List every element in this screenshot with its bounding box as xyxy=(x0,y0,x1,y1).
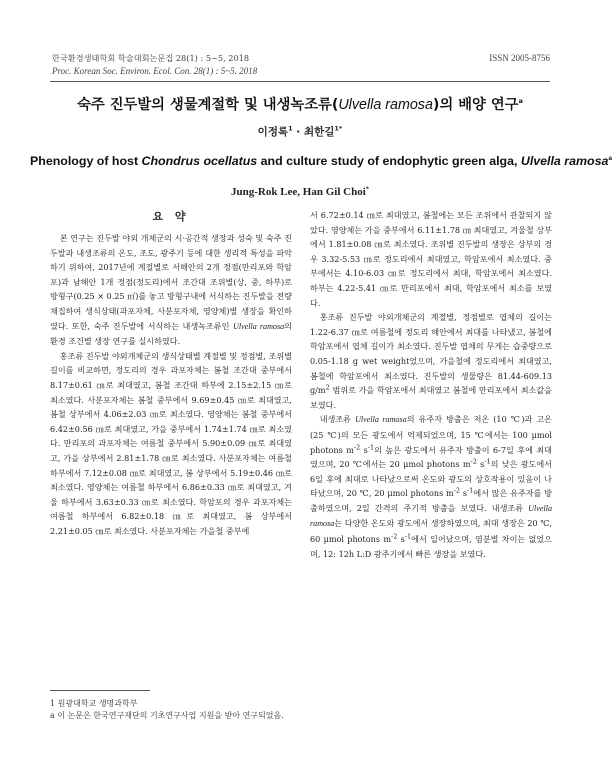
header-rule xyxy=(50,81,550,82)
abstract-paragraph-2-continued: 서 6.72±0.14 ㎝로 최대였고, 봄철에는 모든 조위에서 관찰되지 않았다. 영양체는 가을 중부에서 6.11±1.78 ㎝ 최대였고, 겨울철 상부에서 1.81±0.08 ㎝로 최소였다. 조위별 진두발의 생장은 상부의 경우 3.32-5.53 ㎝로 정도리에서 최대였고, 학암포에서 최소였다. 중부에서는 4.10-6.03 ㎝로 정도리에서 최대, 학암포에서 최소였다. 하부는 4.22-5.41 ㎝로 만리포에서 최대, 학암포에서 최소를 보였다. xyxy=(310,210,552,308)
abstract-paragraph-4: 내생조류 Ulvella ramosa의 유주자 방출은 저온 (10 ℃)과 고온 (25 ℃)의 모든 광도에서 억제되었으며, 15 ℃에서는 100 μmol photons $m^{-2}$ $s^{-1}$의 높은 광도에서 유주자 방출이 6-7일 후에 최대였으며, 20 ℃에서는 20 μmol photons $m^{-2}$ $s^{-1}$의 낮은 광도에서 6일 후에 최대로 나타났으로써 온도와 광도의 상호작용이 있음이 나타났으며, 20 ℃, 20 μmol photons $m^{-2}$ $s^{-1}$에서 많은 유주자를 방출하였으며, 2일 간격의 주기적 방출을 보였다. 내생조류 Ulvella ramosa는 다양한 온도와 광도에서 생장하였으며, 최대 생장은 20 ℃, 60 μmol photons $m^{-2}$ $s^{-1}$에서 일어났으며, 염분별 차이는 없었으며, 12: 12h L:D 광주기에서 빠른 생장을 보였다. xyxy=(310,414,552,559)
authors-english: Jung-Rok Lee, Han Gil Choi* xyxy=(230,185,370,198)
footnote-rule xyxy=(50,690,150,691)
abstract-heading: 요 약 xyxy=(152,210,190,223)
abstract-paragraph-2: 홍조류 진두발 야외개체군의 생식상태별 계절별 및 정점별, 조위별 길이를 비교하면, 정도리의 경우 과포자체는 봄철 조간대 중부에서 8.17±0.61 ㎝로 최대였고, 봄철 조간대 하부에 2.15±2.15 ㎝로 최소였다. 사분포자체는 봄철 중부에서 9.69±0.45 ㎝로 최대였고, 봄철 상부에서 4.06±2.03 ㎝로 최소였다. 영양체는 봄철 중부에서 6.42±0.56 ㎝로 최대였고, 가을 중부에서 1.74±1.74 ㎝로 최소였다. 만리포의 과포자체는 여름철 중부에서 5.90±0.09 ㎝로 최대였고, 가을 상부에서 2.81±1.78 ㎝로 최소였다. 사분포자체는 여름철 하부에서 7.12±0.08 ㎝로 최대였고, 봄 상부에서 5.19±0.46 ㎝로 최소였다. 영양체는 여름철 하부에서 6.86±0.33 ㎝로 최대였고, 겨울 하부에서 3.63±0.33 ㎝로 최소였다. 학암포의 경우 과포자체는 여름철 하부에서 6.82±0.18 ㎝로 최대였고, 봄 상부에서 2.21±0.05 ㎝로 최소였다. 사분포자체는 가을철 중부에 xyxy=(50,350,292,536)
right-column xyxy=(310,208,552,561)
journal-header-ko xyxy=(52,53,550,64)
journal-citation-en: Proc. Korean Soc. Environ. Ecol. Con. 28(1) : 5~5. 2018 xyxy=(52,66,258,76)
abstract-paragraph-3: 홍조류 진두발 야외개체군의 계절별, 정점별로 엽체의 길이는 1.22-6.37 ㎝로 여름철에 정도리 해안에서 최대를 나타냈고, 봄철에 학암포에서 엽체 길이가 최소였다. 진두발 엽체의 무게는 습중량으로 0.05-1.18 g wet weight었으며, 가을철에 정도리에서 최대였고, 봄철에 학암포에서 최소였다. 진두발의 생물량은 81.44-609.13 $g/m^2$ 범위로 가을 학암포에서 최대였고 봄철에 만리포에서 최소값을 보였다. xyxy=(310,312,552,410)
authors-korean: 이정록$^1$ · 최한길$^{1*}$ xyxy=(257,124,343,138)
title-korean: 숙주 진두발의 생물계절학 및 내생녹조류(Ulvella ramosa)의 배양 연구$^a$ xyxy=(77,97,523,113)
title-english: Phenology of host Chondrus ocellatus and culture study of endophytic green alga, Ulvella ramosa$^a$ xyxy=(30,154,612,168)
author-2-ko: 최한길 xyxy=(303,126,335,138)
abstract-paragraph-1: 본 연구는 진두발 야외 개체군의 시·공간적 생장과 성숙 및 숙주 진두발과 내생조류의 온도, 조도, 광주기 등에 대한 생리적 특성을 파악하기 위하여, 2017년에 계절별로 서해안의 2개 정점(만리포와 학암포)과 남해안 1개 정점(정도리)에서 조간대 조위별(상, 중, 하부)로 방형구(0.25 × 0.25 ㎡)를 놓고 방형구내에 서식하는 진두발을 전량 채집하여 생식상태(과포자체, 사분포자체, 영양체)별 생장을 확인하였다. 또한, 숙주 진두발에 서식하는 내생녹조류인 Ulvella ramosa의 환경 조건별 생장 연구를 실시하였다. xyxy=(50,233,293,347)
left-column xyxy=(50,208,292,538)
footnote-funding: a 이 논문은 한국연구재단의 기초연구사업 지원을 받아 연구되었음. xyxy=(50,711,284,720)
footnote-affiliation: 1 원광대학교 생명과학부 xyxy=(50,699,138,708)
journal-citation-ko: 한국환경생태학회 학술대회논문집 28(1) : 5~5, 2018 xyxy=(52,53,250,63)
title-species: Ulvella ramosa xyxy=(338,97,433,113)
issn: ISSN 2005-8756 xyxy=(489,53,550,63)
author-1-ko: 이정록 xyxy=(257,126,289,138)
